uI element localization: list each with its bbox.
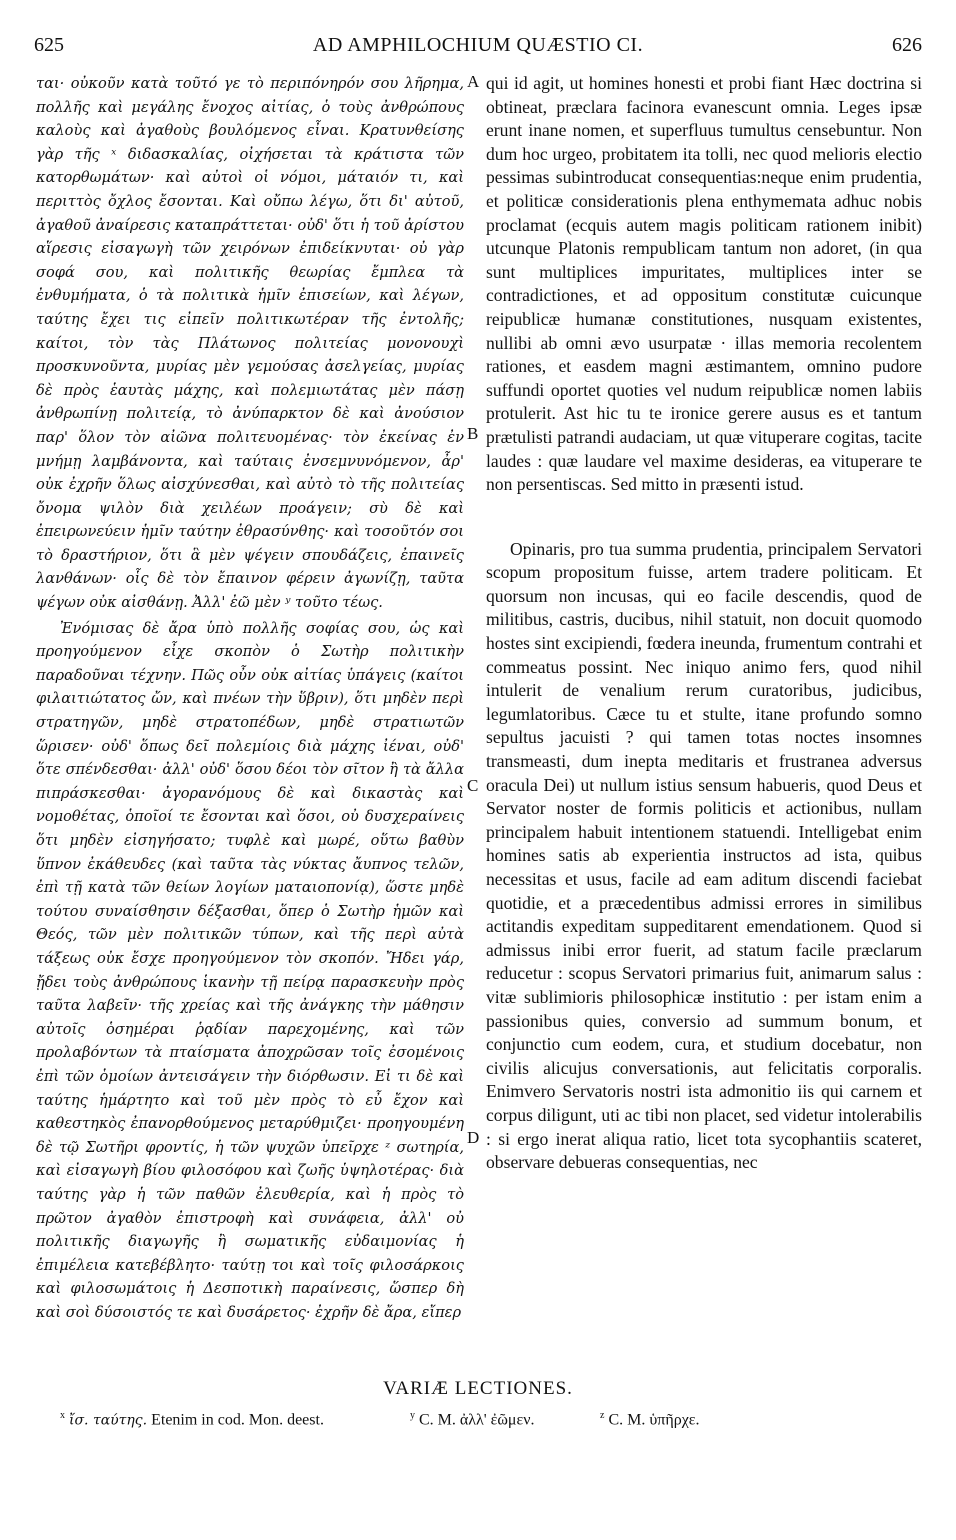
- note-mark: x: [60, 1410, 65, 1421]
- running-header: [34, 34, 922, 64]
- note-text: C. M. ἀλλ' ἐῶμεν.: [415, 1411, 535, 1429]
- note-text: C. M. ὑπῆρχε.: [604, 1411, 700, 1429]
- page-number-right: 626: [892, 34, 922, 56]
- latin-paragraph-1: qui id agit, ut homines honesti et probi fiant Hæc doctrina si obtineat, præclara facinora evanescunt omnia. Leges ipsæ erunt inane nomen, et superfluus tumultus censebuntur. Non dum hoc urgeo, probitatem ita tolli, nec quod melioris electio pessimas subintroducat consequentias:neque enim prudentia, et politicæ considerationis plena enthymemata adhuc nobis proclamat (ecquis autem magis politicam rationem inibit) utcunque Platonis rempublicam tantum non adoret, (in qua sunt multiplices impuritates, multiplices inter se contradictiones, et ad oppositum constitutæ cuicunque reipublicæ humanæ constitutiones, nusquam existentes, nullibi ab omni ævo usurpatæ · illas memoria recolentem rationes, et easdem magni æstimantem, omnino pudore suffundi oportet quoties vel nudum reipublicæ nomen labiis protulerit. Ast hic tu te ironice gerere ausus es et tantum prætulisti patrandi audaciam, ut quæ vituperare cogitas, tacite laudes : quæ laudare vel maxime desideras, ea vituperare te non persentiscas. Sed mitto in præsenti istud.: [486, 73, 922, 495]
- margin-marker-a: A: [467, 72, 480, 91]
- running-title: AD AMPHILOCHIUM QUÆSTIO CI.: [312, 34, 644, 56]
- variae-lectiones-heading: VARIÆ LECTIONES.: [383, 1378, 573, 1399]
- margin-marker-b: B: [467, 424, 479, 443]
- greek-paragraph-1: ται· οὐκοῦν κατὰ τοῦτό γε τὸ περιπόνηρόν σου λῆρημα, πολλῆς καὶ μεγάλης ἔνοχος αἰτίας, ὁ τοὺς ἀνθρώπους καλοὺς καὶ ἀγαθοὺς βουλόμενος εἶναι. Κρατυνθείσης γὰρ τῆς ˣ διδασκαλίας, οἰχήσεται τὰ κράτιστα τῶν κατορθωμάτων· καὶ αὐτοὶ οἱ νόμοι, μάταιόν τι, καὶ περιττὸς ὄχλος ἔσονται. Καὶ οὔπω λέγω, ὅτι δι' αὐτοῦ, ἀγαθοῦ ἀναίρεσις καταπράττεται· οὐδ' ὅτι ἡ τοῦ ἀρίστου αἵρεσις εἰσαγωγὴ τῶν χειρόνων ἐπιδείκνυται· οὐ γὰρ σοφά σου, καὶ πολιτικῆς θεωρίας ἔμπλεα τὰ ἐνθυμήματα, ὁ τὰ πολιτικὰ ἡμῖν ἐπισείων, καὶ λέγων, ταύτης ἔχει τις εἰπεῖν πολιτικωτέραν τῆς ἐντολῆς; καίτοι, τὸν τὰς Πλάτωνος πολιτείας μονονουχὶ προσκυνοῦντα, μυρίας μὲν γεμούσας ἀσελγείας, μυρίας δὲ πρὸς ἑαυτὰς μάχης, καὶ πολεμιωτάτας μὲν πάσῃ ἀνθρωπίνῃ πολιτείᾳ, τὸ ἀνύπαρκτον δὲ καὶ ἀνούσιον παρ' ὅλον τὸν αἰῶνα πολιτευομένας· τὸν ἐκείνας ἐν μνήμῃ λαμβάνοντα, καὶ ταύταις ἐνσεμνυνόμενον, ἆρ' οὐκ ἐχρῆν ὅλως αἰσχύνεσθαι, καὶ αὐτὸ τὸ τῆς πολιτείας ὄνομα ψιλὸν διὰ χειλέων προάγειν; σὺ δὲ καὶ ἐπειρωνεύειν ἡμῖν ταύτην ἐθρασύνθης· καὶ τοσοῦτόν σοι τὸ δραστήριον, ὅτι ἃ μὲν ψέγειν σπουδάζεις, ἐπαινεῖς λανθάνων· οἷς δὲ τὸν ἔπαινον φέρειν ἀγωνίζῃ, ταῦτα ψέγων οὐκ αἰσθάνῃ. Ἀλλ' ἐῶ μὲν ʸ τοῦτο τέως.: [36, 75, 464, 612]
- note-mark: y: [410, 1410, 415, 1421]
- page-number-left: 625: [34, 34, 64, 56]
- note-z: [600, 1410, 700, 1429]
- latin-column: [486, 72, 922, 1175]
- note-x: [60, 1410, 324, 1429]
- margin-marker-d: D: [467, 1128, 480, 1147]
- note-mark: z: [600, 1410, 605, 1421]
- greek-column: [36, 72, 464, 1324]
- latin-paragraph-2: Opinaris, pro tua summa prudentia, principalem Servatori scopum propositum fuisse, artem tradere politicam. Et quorsum non incusas, qui eo facile descendis, quod de militibus, castris, ducibus, nihil statuit, non docuit quomodo hostes sint excipiendi, fœdera ineunda, frumentum contrahi et commeatus possint. Nec iniquo animo fers, quod nihil intulerit de venalium rerum curatoribus, judicibus, legumlatoribus. Cæce tu et stulte, itane profundo somno sepultus jacuisti ? qui tamen totas noctes insomnes transmeasti, dum inepta meditaris et frustranea adversus oracula Dei) ut nullum istius sensum habueris, quod Deus et Servator noster de formis politicis et actionibus, nullam principalem habuit intentionem statuendi. Intelligebat enim homines satis ab experientia instructos ad ista, quibus necessitas et usus, facile ad eam aditum discendi faciebat quotidie, et a præcedentibus admissi errores in similibus actitandis expeditam suppeditarent emendationem. Quod si admissus inibi error fuerit, ad statum facile præclarum reducetur : scopus Servatori primarius fuit, animarum salus : vitæ sublimioris philosophicæ institutio : per istam enim a passionibus quies, conversio ad summum bonum, et conjunctio cum eodem, cura, et studium docebatur, non civilis alicujus conversationis, aut felicitatis corporalis. Enimvero Servatoris nostri ista admonitio iis qui carnem et corpus diligunt, uti ac tibi non placet, sed videtur intolerabilis : si ergo inerat aliqua ratio, licet tota sycophantiis scateret, observare debueras consequentias, nec: [486, 538, 922, 1173]
- greek-paragraph-2: Ἐνόμισας δὲ ἄρα ὑπὸ πολλῆς σοφίας σου, ὡς καὶ προηγούμενον εἶχε σκοπὸν ὁ Σωτὴρ πολιτικὴν παραδοῦναι τέχνην. Πῶς οὖν οὐκ αἰτίας ὑπάγεις (καίτοι φιλαιτιώτατος ὤν, καὶ πνέων τὴν ὕβριν), ὅτι μηδὲν περὶ στρατηγῶν, μηδὲ στρατοπέδων, μηδὲ στρατιωτῶν ὥρισεν· οὐδ' ὅπως δεῖ πολεμίοις διὰ μάχης ἰέναι, οὐδ' ὅτε σπένδεσθαι· ἀλλ' οὐδ' ὅσου δέοι τὸν σῖτον ἢ τὰ ἄλλα πιπράσκεσθαι· ἀγορανόμους δὲ καὶ δικαστὰς καὶ νομοθέτας, ὁποῖοί τε ἔσονται καὶ ὅσοι, οὐ δυσχεραίνεις ὅτι μηδὲν εἰσηγήσατο; τυφλὲ καὶ μωρέ, οὕτω βαθὺν ὕπνον ἐκάθευδες (καὶ ταῦτα τὰς νύκτας ἄυπνος τελῶν, ἐπὶ τῇ κατὰ τῶν θείων λογίων ματαιοπονίᾳ), ὥστε μηδὲ τούτου συναίσθησιν δέξασθαι, ὅπερ ὁ Σωτὴρ ἡμῶν καὶ Θεός, τῶν μὲν πολιτικῶν τύπων, καὶ τῆς περὶ αὐτὰ τάξεως οὐκ ἔσχε προηγούμενον τὸν σκοπόν. Ἤδει γάρ, ᾔδει τοὺς ἀνθρώπους ἱκανὴν τῇ πείρᾳ παρασκευὴν πρὸς ταῦτα λαβεῖν· τῆς χρείας καὶ τῆς ἀνάγκης τὴν μάθησιν αὐτοῖς ὁσημέραι ῥᾳδίαν παρεχομένης, καὶ τῶν προλαβόντων τὰ πταίσματα ἀποχρῶσαν τοῖς ἐσομένοις ἐπὶ τῶν ὁμοίων ἀντεισάγειν τὴν διόρθωσιν. Εἰ τι δὲ καὶ ταύτης ἡμάρτητο καὶ τοῦ μὲν πρὸς τὸ εὖ ἔχον καὶ καθεστηκὸς ἐπανορθούμενος μεταρύθμιζει· προηγουμένη δὲ τῷ Σωτῆρι φροντίς, ἡ τῶν ψυχῶν ὑπεῖρχε ᶻ σωτηρία, καὶ εἰσαγωγὴ βίου φιλοσόφου καὶ ζωῆς ὑψηλοτέρας· διὰ ταύτης γὰρ ἡ τῶν παθῶν ἐλευθερία, καὶ ἡ πρὸς τὸ πρῶτον ἀγαθὸν ἐπιστροφὴ καὶ συνάφεια, ἀλλ' οὐ πολιτικῆς διαγωγῆς ἢ σωματικῆς εὐδαιμονίας ἡ ἐπιμέλεια κατεβέβλητο· ταύτῃ τοι καὶ τοῖς φιλοσάρκοις καὶ φιλοσωμάτοις ἡ Δεσποτικὴ παραίνεσις, ὥσπερ δὴ καὶ σοὶ δύσοιστός τε καὶ δυσάρετος· ἐχρῆν δὲ ἄρα, εἴπερ: [36, 619, 464, 1321]
- margin-marker-c: C: [467, 776, 479, 795]
- note-greek: ἴσ. ταύτης.: [69, 1412, 148, 1429]
- note-y: [410, 1410, 534, 1429]
- note-text: Etenim in cod. Mon. deest.: [147, 1411, 324, 1429]
